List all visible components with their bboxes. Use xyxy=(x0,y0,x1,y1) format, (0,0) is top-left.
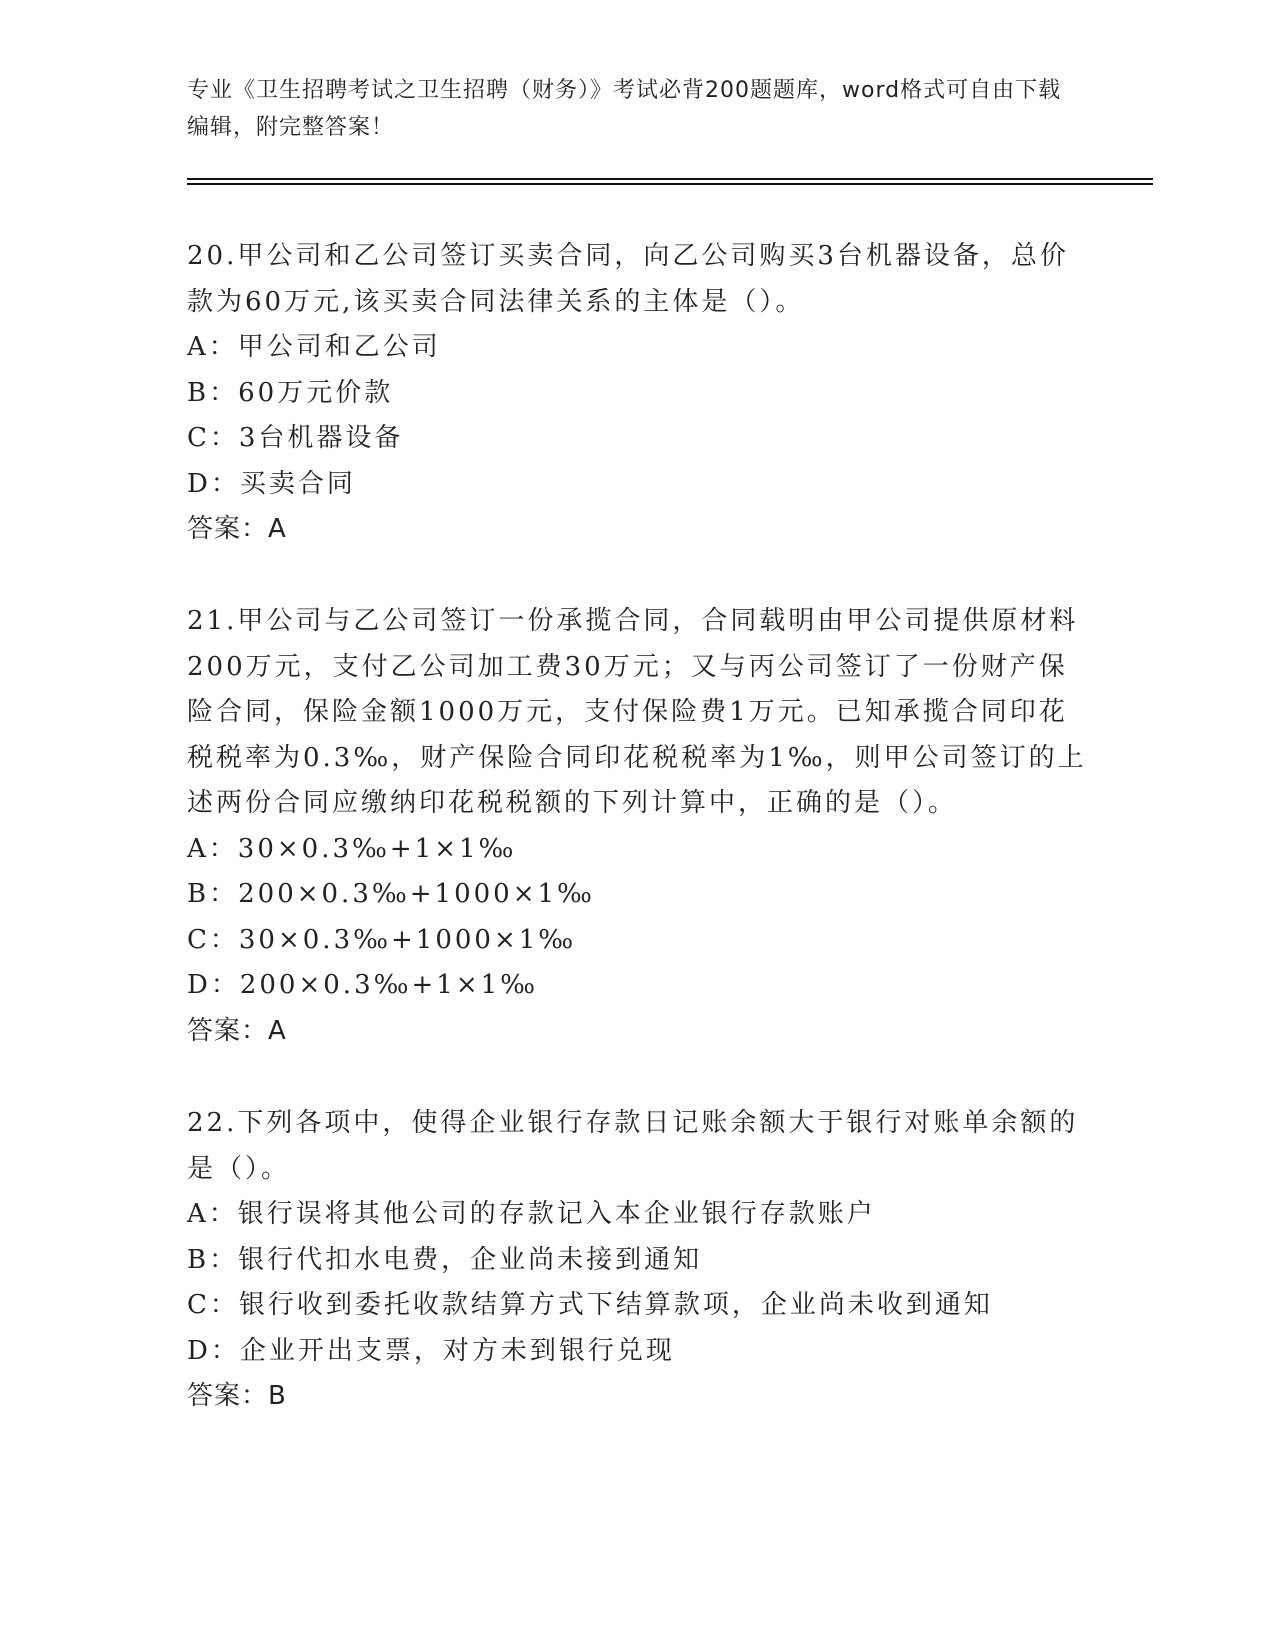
question-stem: 21.甲公司与乙公司签订一份承揽合同，合同载明由甲公司提供原材料200万元，支付乙公司加工费30万元；又与丙公司签订了一份财产保险合同，保险金额1000万元，支付保险费1万元。已知承揽合同印花税税率为0.3‰，财产保险合同印花税税率为1‰，则甲公司签订的上述两份合同应缴纳印花税税额的下列计算中，正确的是（）。 xyxy=(187,606,1087,818)
option-d: D：200×0.3‰+1×1‰ xyxy=(187,970,539,1000)
answer-line: 答案：A xyxy=(187,514,287,544)
option-a: A：甲公司和乙公司 xyxy=(187,332,441,362)
option-a: A：30×0.3‰+1×1‰ xyxy=(187,833,517,864)
option-c: C：3台机器设备 xyxy=(187,423,404,453)
header-divider-top xyxy=(187,178,1153,180)
option-d: D：企业开出支票，对方未到银行兑现 xyxy=(187,1335,675,1366)
option-c: C：30×0.3‰+1000×1‰ xyxy=(187,924,577,955)
question-20 xyxy=(187,234,1087,553)
option-c: C：银行收到委托收款结算方式下结算款项，企业尚未收到通知 xyxy=(187,1290,993,1320)
document-header: 专业《卫生招聘考试之卫生招聘（财务）》考试必背200题题库，word格式可自由下载编辑，附完整答案！ xyxy=(187,78,1062,140)
header-divider-bottom xyxy=(187,183,1153,185)
option-d: D：买卖合同 xyxy=(187,468,356,499)
option-b: B：200×0.3‰+1000×1‰ xyxy=(187,879,595,909)
question-stem: 20.甲公司和乙公司签订买卖合同，向乙公司购买3台机器设备，总价款为60万元,该买卖合同法律关系的主体是（）。 xyxy=(187,241,1069,317)
option-b: B：60万元价款 xyxy=(187,377,394,408)
question-stem: 22.下列各项中，使得企业银行存款日记账余额大于银行对账单余额的是（）。 xyxy=(187,1108,1079,1184)
option-b: B：银行代扣水电费，企业尚未接到通知 xyxy=(187,1244,703,1275)
question-21 xyxy=(187,599,1087,1054)
answer-line: 答案：A xyxy=(187,1015,287,1046)
question-22 xyxy=(187,1101,1087,1420)
option-a: A：银行误将其他公司的存款记入本企业银行存款账户 xyxy=(187,1199,876,1229)
answer-line: 答案：B xyxy=(187,1381,287,1411)
